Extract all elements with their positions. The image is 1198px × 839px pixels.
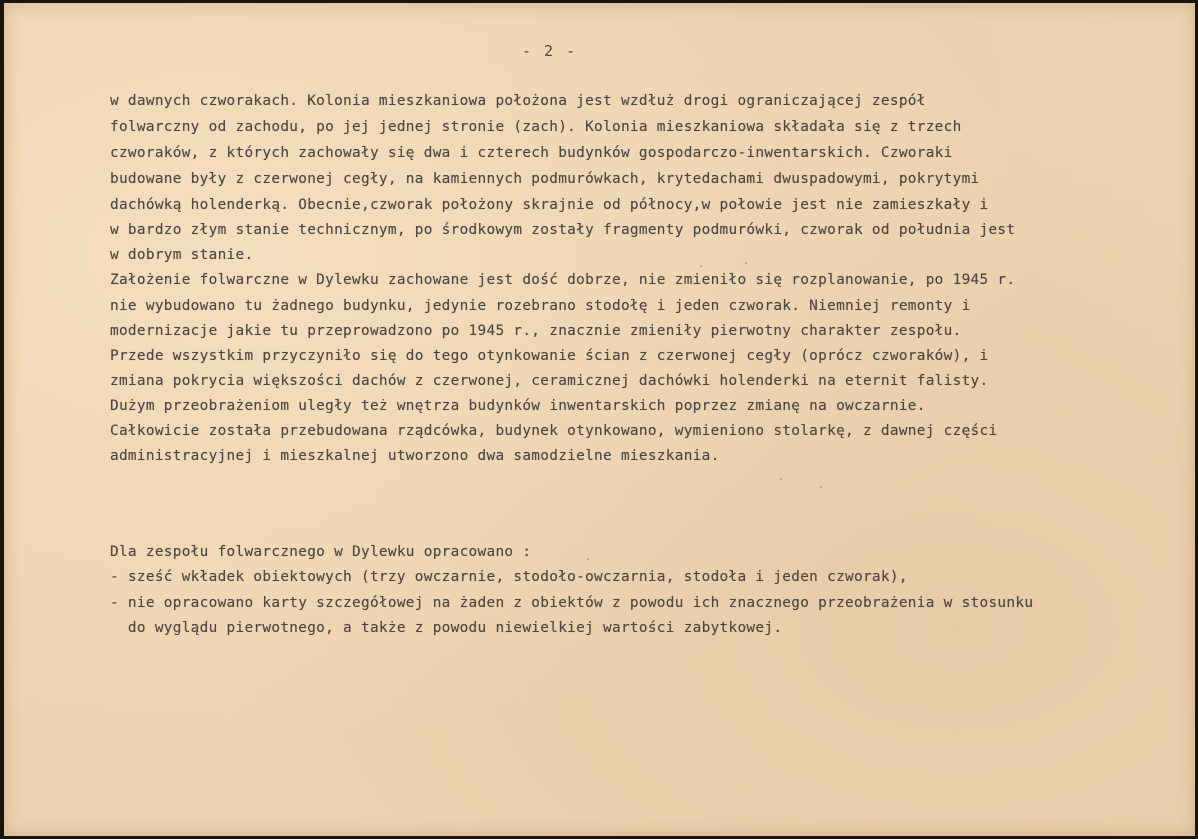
paper-speck [820, 486, 822, 488]
paragraph-line: budowane były z czerwonej cegły, na kamiennych podmurówkach, krytedachami dwuspadowymi, pokrytymi [110, 171, 980, 187]
paper-speck [745, 262, 747, 264]
paragraph-line: Całkowicie została przebudowana rządcówka, budynek otynkowano, wymieniono stolarkę, z dawnej części [110, 423, 998, 439]
paragraph-line: folwarczny od zachodu, po jej jednej stronie (zach). Kolonia mieszkaniowa składała się z trzech [110, 119, 962, 135]
paragraph-line: Przede wszystkim przyczyniło się do tego otynkowanie ścian z czerwonej cegły (oprócz czworaków), i [110, 348, 989, 364]
page-number: - 2 - [522, 42, 578, 60]
list-item: - nie opracowano karty szczegółowej na żaden z obiektów z powodu ich znacznego przeobrażenia w stosunku [110, 595, 1034, 611]
list-item: - sześć wkładek obiektowych (trzy owczarnie, stodoło-owczarnia, stodoła i jeden czworak), [110, 569, 908, 585]
paragraph-line: nie wybudowano tu żadnego budynku, jedynie rozebrano stodołę i jeden czworak. Niemniej remonty i [110, 298, 971, 314]
paper-speck [587, 558, 589, 560]
paragraph-line: Dużym przeobrażeniom uległy też wnętrza budynków inwentarskich poprzez zmianę na owczarnie. [110, 398, 926, 414]
paragraph-line: w bardzo złym stanie technicznym, po środkowym zostały fragmenty podmurówki, czworak od południa jest [110, 222, 1016, 238]
paper-speck [780, 478, 782, 480]
section-heading: Dla zespołu folwarcznego w Dylewku opracowano : [110, 544, 532, 560]
paragraph-line: zmiana pokrycia większości dachów z czerwonej, ceramicznej dachówki holenderki na eternit falisty. [110, 373, 989, 389]
list-item-continuation: do wyglądu pierwotnego, a także z powodu niewielkiej wartości zabytkowej. [110, 620, 783, 636]
paragraph-line: czworaków, z których zachowały się dwa i czterech budynków gospodarczo-inwentarskich. Czworaki [110, 145, 953, 161]
paragraph-line: w dawnych czworakach. Kolonia mieszkaniowa położona jest wzdłuż drogi ograniczającej zespół [110, 93, 926, 109]
paragraph-line: modernizacje jakie tu przeprowadzono po 1945 r., znacznie zmieniły pierwotny charakter zespołu. [110, 323, 962, 339]
paper-speck [700, 265, 702, 267]
paragraph-line: w dobrym stanie. [110, 247, 254, 263]
paragraph-line: Założenie folwarczne w Dylewku zachowane jest dość dobrze, nie zmieniło się rozplanowanie, po 1945 r. [110, 272, 1016, 288]
paragraph-line: administracyjnej i mieszkalnej utworzono dwa samodzielne mieszkania. [110, 448, 720, 464]
paragraph-line: dachówką holenderką. Obecnie,czworak położony skrajnie od północy,w połowie jest nie zamieszkały i [110, 197, 989, 213]
